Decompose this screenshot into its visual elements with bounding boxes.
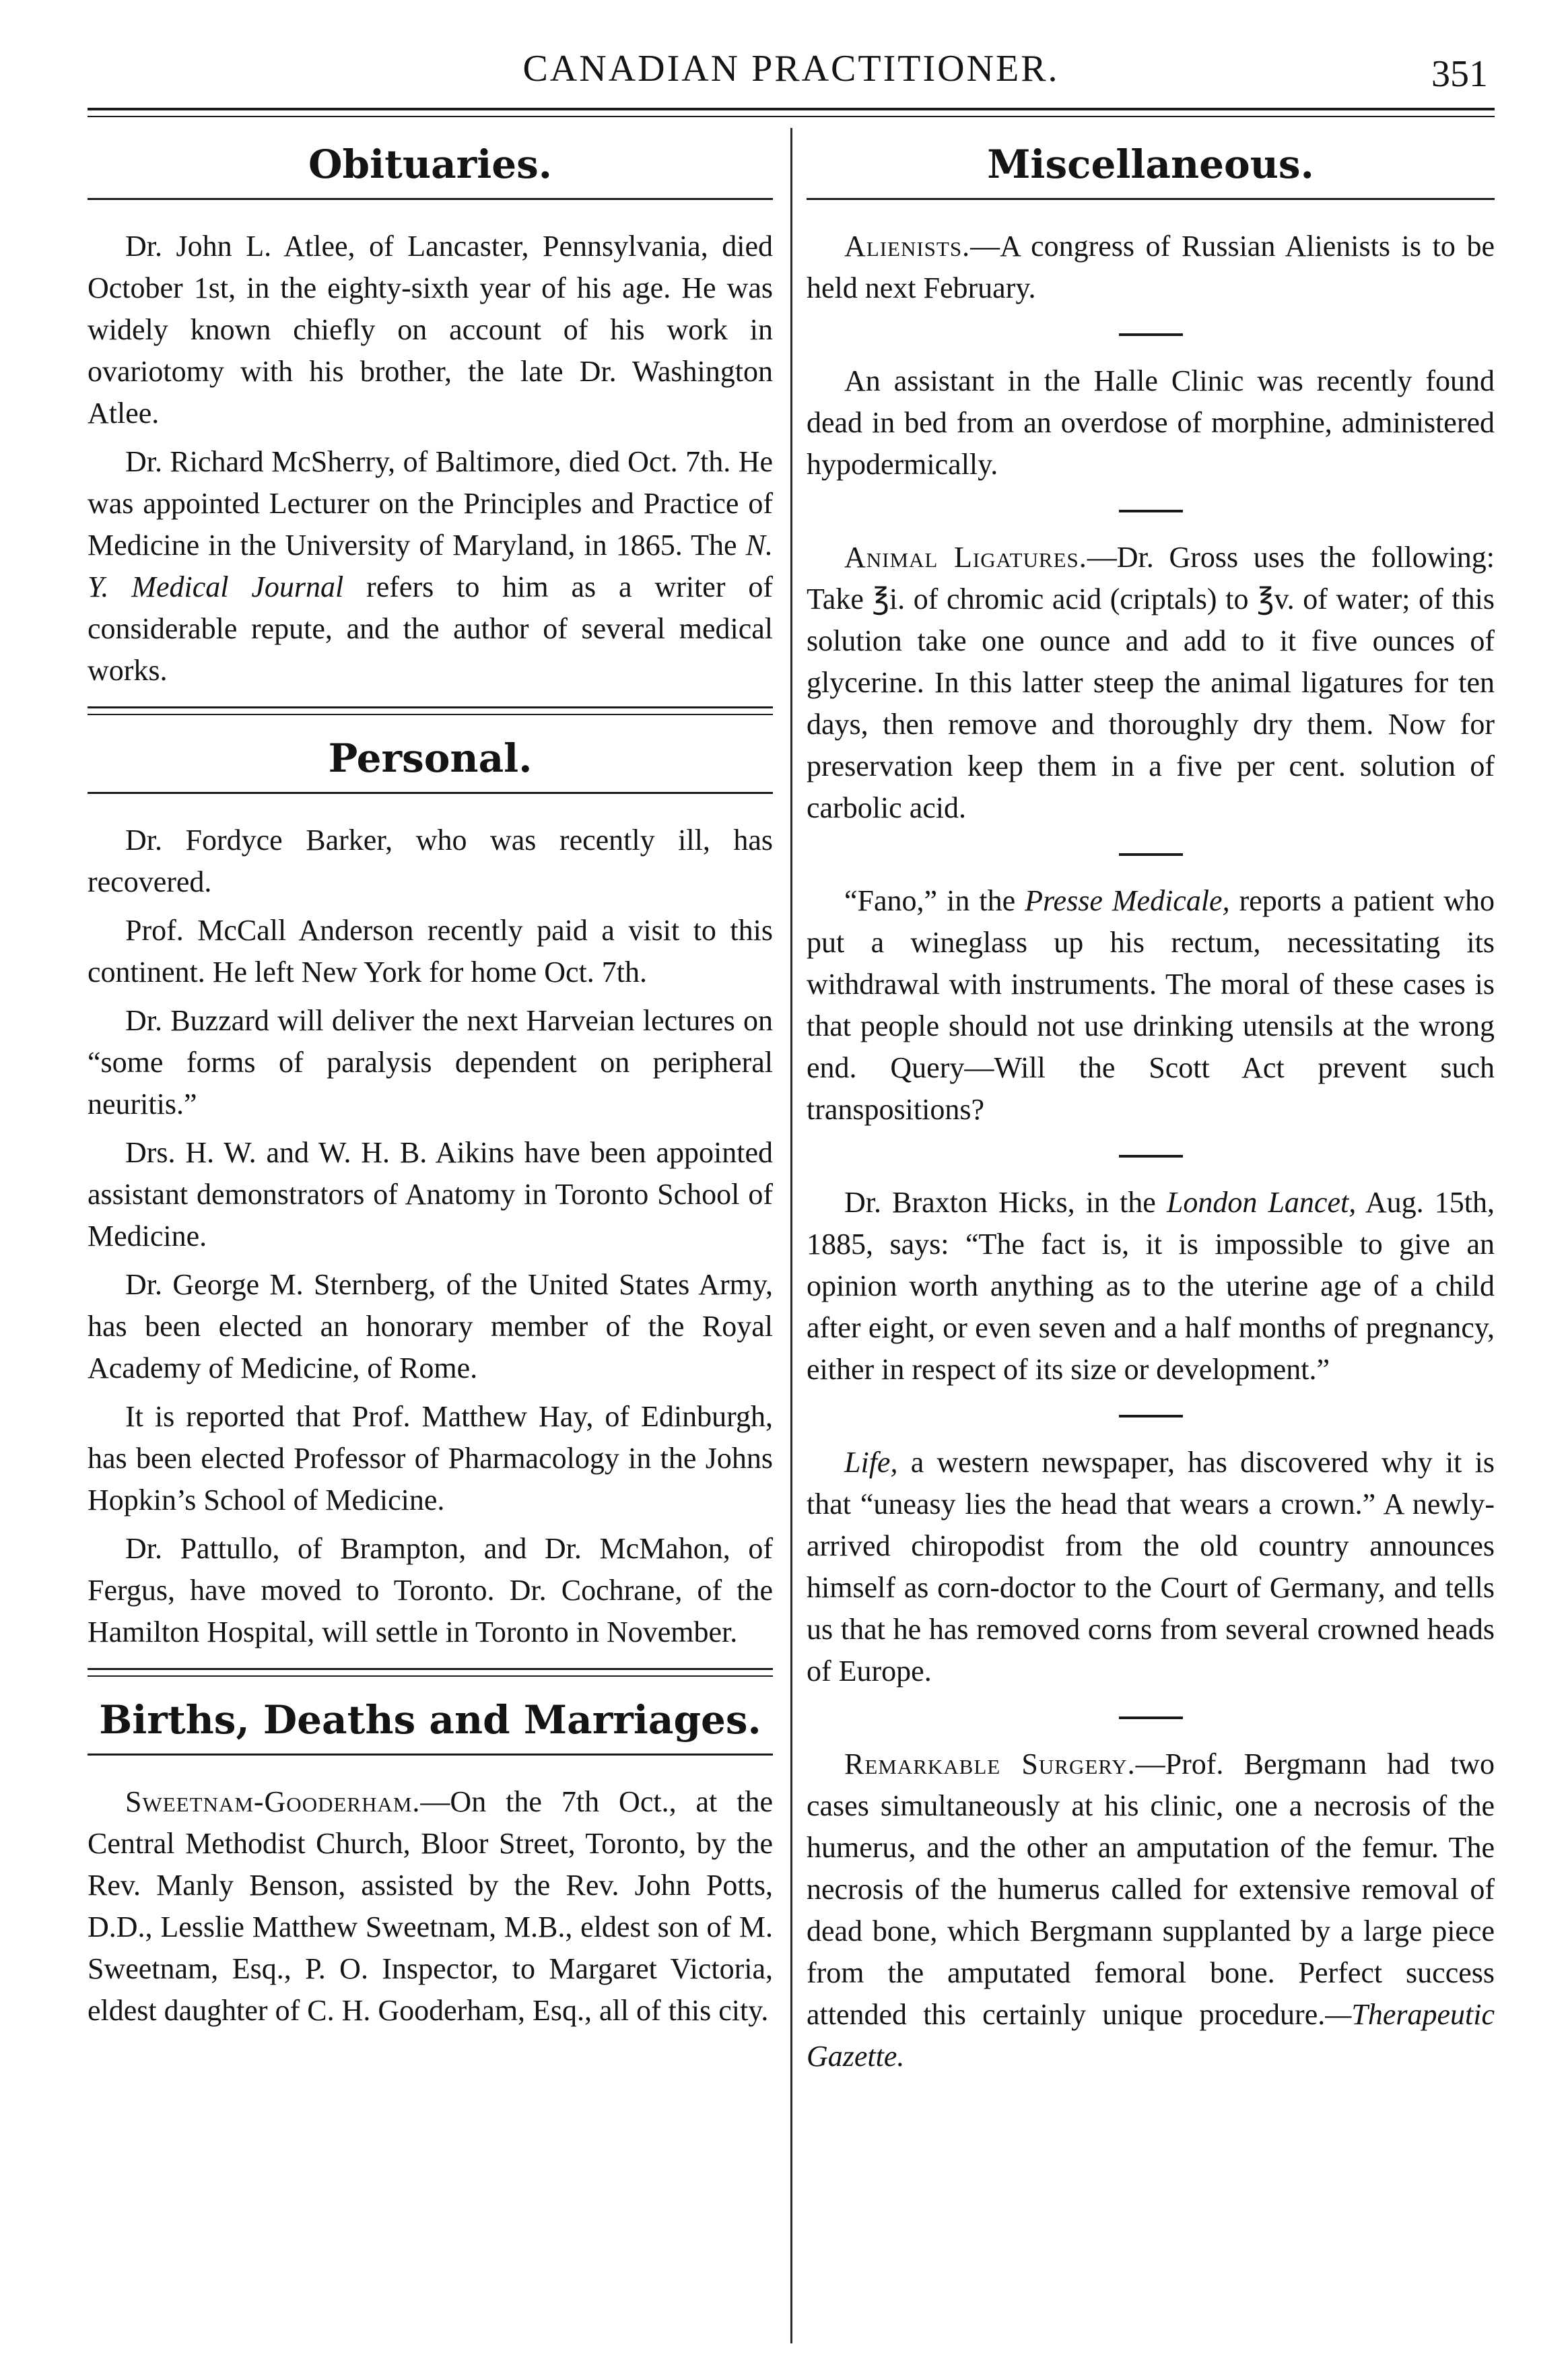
item-separator [1119, 1716, 1183, 1719]
section-double-rule [88, 706, 773, 715]
item-separator [1119, 853, 1183, 856]
marriage-lead: Sweetnam-Gooderham. [125, 1785, 421, 1818]
item-text: —A congress of Russian Alienists is to be held next February. [807, 230, 1495, 304]
personal-hay: It is reported that Prof. Matthew Hay, of Edinburgh, has been elected Professor of Pharmacology in the Johns Hopkin’s School of Medicine. [88, 1400, 773, 1516]
left-column [88, 132, 773, 2038]
page-number: 351 [1431, 53, 1488, 95]
source-citation: —Therapeutic Gazette. [807, 1998, 1495, 2073]
item-lead: Alienists. [844, 230, 971, 263]
section-double-rule [88, 1668, 773, 1677]
misc-animal-ligatures [807, 537, 1495, 829]
marriage-notice [88, 1781, 773, 2032]
column-divider [790, 128, 792, 2343]
personal-heading: Personal. [328, 735, 533, 781]
personal-barker: Dr. Fordyce Barker, who was recently ill, has recovered. [88, 824, 773, 898]
obituaries-heading: Obituaries. [308, 141, 552, 187]
newspaper-title: Life, [844, 1446, 898, 1479]
section-rule [88, 198, 773, 200]
misc-remarkable-surgery [807, 1743, 1495, 2077]
item-pre: Dr. Braxton Hicks, in the [844, 1186, 1167, 1219]
running-title: CANADIAN PRACTITIONER. [522, 48, 1060, 90]
misc-fano [807, 880, 1495, 1131]
obituary-mcsherry [88, 441, 773, 692]
header-rule [88, 108, 1495, 110]
journal-title: London Lancet, [1166, 1186, 1357, 1219]
item-separator [1119, 1155, 1183, 1158]
item-text: reports a patient who put a wineglass up his rectum, necessitating its withdrawal with instruments. The moral of these cases is that people should not use drinking utensils at the wrong end. Query—Will the Scott Act prevent such transpositions? [807, 884, 1495, 1126]
journal-title: N. Y. Medical Journal [88, 529, 773, 603]
item-text: —Dr. Gross uses the following: Take ℥i. of chromic acid (criptals) to ℥v. of water; of this solution take one ounce and add to it five ounces of glycerine. In this latter steep the animal ligatures for ten days, then remove and thoroughly dry them. Now for preservation keep them in a five per cent. solution of carbolic acid. [807, 541, 1495, 824]
item-lead: Animal Ligatures. [844, 541, 1087, 574]
personal-buzzard: Dr. Buzzard will deliver the next Harveian lectures on “some forms of paralysis dependent on peripheral neuritis.” [88, 1004, 773, 1121]
item-pre: “Fano,” in the [844, 884, 1025, 917]
misc-life-newspaper [807, 1442, 1495, 1692]
section-rule [88, 792, 773, 794]
item-separator [1119, 1415, 1183, 1417]
item-separator [1119, 510, 1183, 512]
personal-anderson: Prof. McCall Anderson recently paid a visit to this continent. He left New York for home Oct. 7th. [88, 914, 773, 989]
personal-pattullo: Dr. Pattullo, of Brampton, and Dr. McMahon, of Fergus, have moved to Toronto. Dr. Cochrane, of the Hamilton Hospital, will settle in Toronto in November. [88, 1532, 773, 1648]
page-header [88, 39, 1495, 106]
births-heading: Births, Deaths and Marriages. [99, 1697, 761, 1743]
obituary-mcsherry-text-b: refers to him as a writer of considerable repute, and the author of several medical works. [88, 570, 774, 687]
personal-sternberg: Dr. George M. Sternberg, of the United States Army, has been elected an honorary member of the Royal Academy of Medicine, of Rome. [88, 1268, 773, 1384]
misc-braxton-hicks [807, 1182, 1495, 1391]
item-text: a western newspaper, has discovered why it is that “uneasy lies the head that wears a crown.” A newly-arrived chiropodist from the old country announces himself as corn-doctor to the Court of Germany, and tells us that he has removed corns from several crowned heads of Europe. [807, 1446, 1495, 1688]
misc-alienists [807, 226, 1495, 309]
item-lead: Remarkable Surgery. [844, 1747, 1136, 1780]
misc-halle-clinic: An assistant in the Halle Clinic was recently found dead in bed from an overdose of morphine, administered hypodermically. [807, 364, 1495, 481]
item-text: Aug. 15th, 1885, says: “The fact is, it is impossible to give an opinion worth anything as to the uterine age of a child after eight, or even seven and a half months of pregnancy, either in respect of its size or development.” [807, 1186, 1495, 1386]
right-column [807, 132, 1495, 2084]
miscellaneous-heading: Miscellaneous. [987, 141, 1314, 187]
header-rule-thin [88, 116, 1495, 117]
item-text: —Prof. Bergmann had two cases simultaneously at his clinic, one a necrosis of the humerus, and the other an amputation of the femur. The necrosis of the humerus called for extensive removal of dead bone, which Bergmann supplanted by a large piece from the amputated femoral bone. Perfect success attended this certainly unique procedure. [807, 1747, 1495, 2031]
marriage-text: —On the 7th Oct., at the Central Methodist Church, Bloor Street, Toronto, by the Rev. Manly Benson, assisted by the Rev. John Potts, D.D., Lesslie Matthew Sweetnam, M.B., eldest son of M. Sweetnam, Esq., P. O. Inspector, to Margaret Victoria, eldest daughter of C. H. Gooderham, Esq., all of this city. [88, 1785, 773, 2027]
item-separator [1119, 333, 1183, 336]
section-rule [807, 198, 1495, 200]
obituary-atlee: Dr. John L. Atlee, of Lancaster, Pennsylvania, died October 1st, in the eighty-sixth year of his age. He was widely known chiefly on account of his work in ovariotomy with his brother, the late Dr. Washington Atlee. [88, 230, 773, 430]
section-rule [88, 1754, 773, 1756]
journal-title: Presse Medicale, [1025, 884, 1230, 917]
personal-aikins: Drs. H. W. and W. H. B. Aikins have been appointed assistant demonstrators of Anatomy in Toronto School of Medicine. [88, 1136, 773, 1253]
obituary-mcsherry-text-a: Dr. Richard McSherry, of Baltimore, died Oct. 7th. He was appointed Lecturer on the Principles and Practice of Medicine in the University of Maryland, in 1865. The [88, 445, 773, 562]
